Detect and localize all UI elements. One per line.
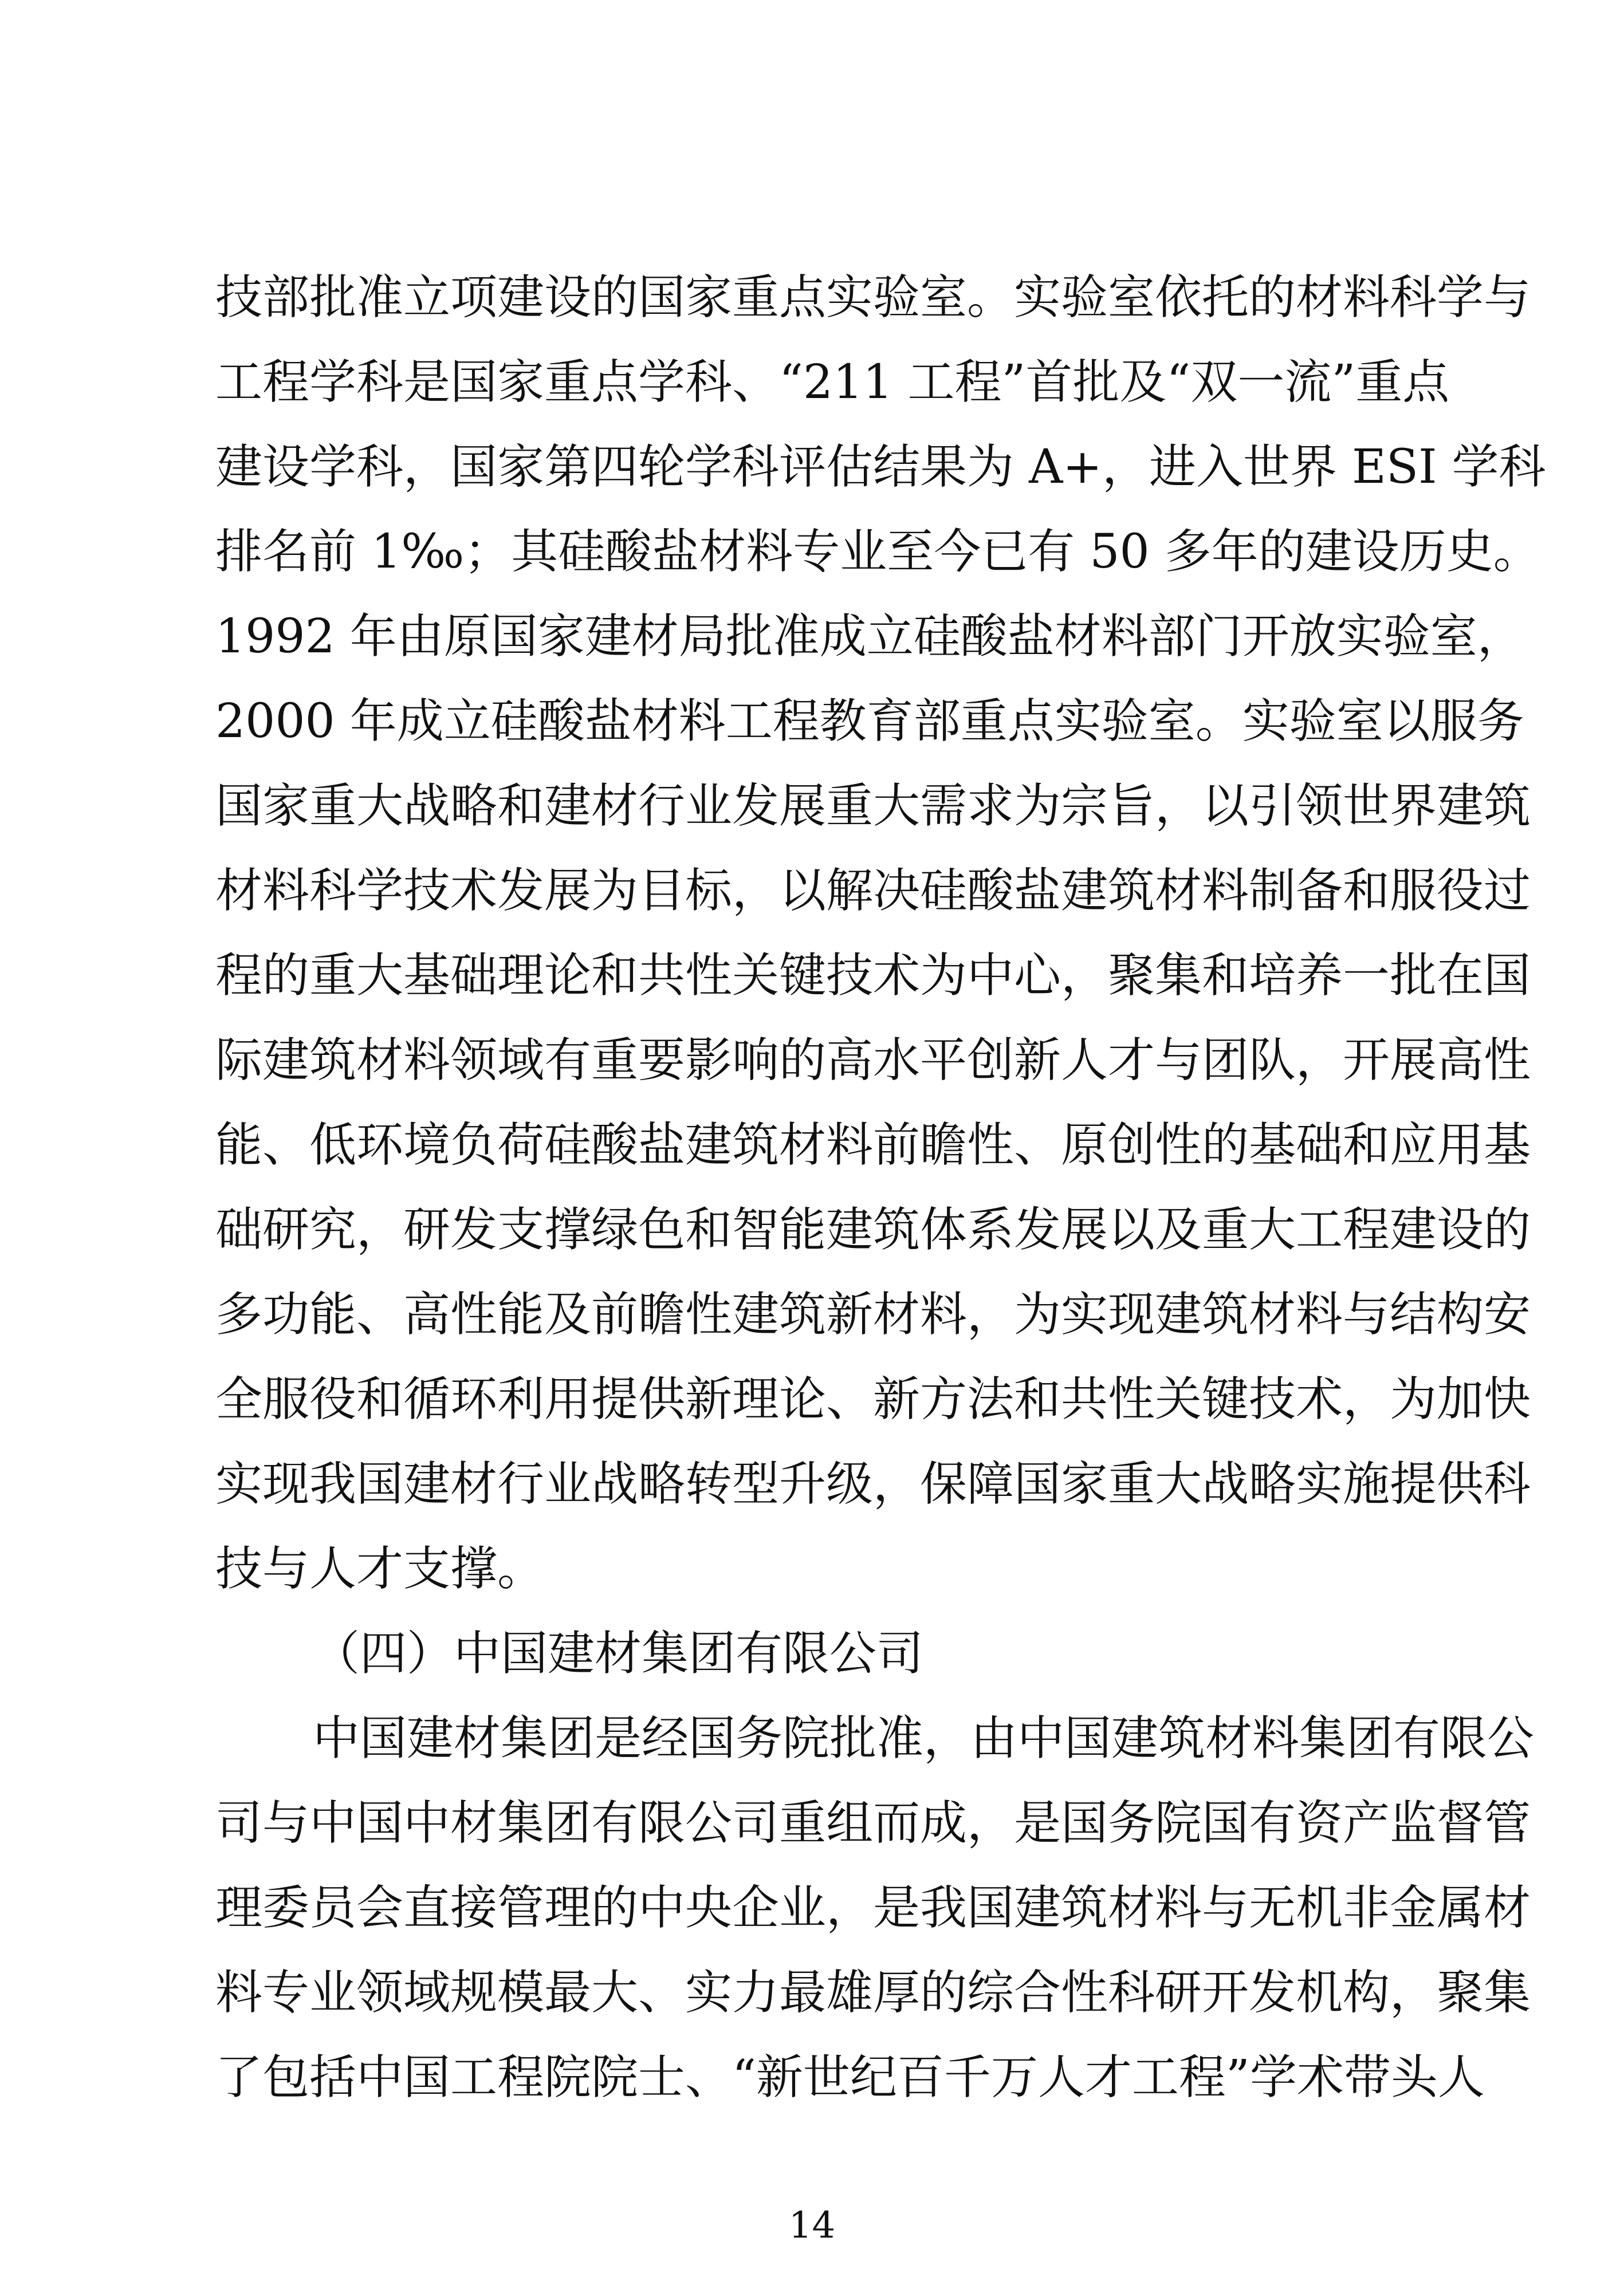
body-line-18: 中国建材集团是经国务院批准，由中国建筑材料集团有限公 [313,1711,1535,1766]
body-line-9: 程的重大基础理论和共性关键技术为中心，聚集和培养一批在国 [215,948,1531,1003]
body-line-10: 际建筑材料领域有重要影响的高水平创新人才与团队，开展高性 [215,1033,1531,1088]
body-line-13: 多功能、高性能及前瞻性建筑新材料，为实现建筑材料与结构安 [215,1287,1531,1342]
body-line-15: 实现我国建材行业战略转型升级，保障国家重大战略实施提供科 [215,1457,1531,1511]
body-line-21: 料专业领域规模最大、实力最雄厚的综合性科研开发机构，聚集 [215,1966,1531,2020]
body-line-12: 础研究，研发支撑绿色和智能建筑体系发展以及重大工程建设的 [215,1203,1531,1257]
body-line-8: 材料科学技术发展为目标，以解决硅酸盐建筑材料制备和服役过 [215,864,1531,918]
body-line-6: 2000 年成立硅酸盐材料工程教育部重点实验室。实验室以服务 [215,694,1524,749]
body-line-19: 司与中国中材集团有限公司重组而成，是国务院国有资产监督管 [215,1796,1531,1850]
page-number: 14 [788,2204,836,2247]
section-heading: （四）中国建材集团有限公司 [313,1627,924,1681]
body-line-16: 技与人才支撑。 [215,1542,545,1596]
body-line-2: 工程学科是国家重点学科、“211 工程”首批及“双一流”重点 [215,355,1450,409]
body-line-14: 全服役和循环利用提供新理论、新方法和共性关键技术，为加快 [215,1372,1531,1427]
body-line-20: 理委员会直接管理的中央企业，是我国建筑材料与无机非金属材 [215,1881,1531,1935]
body-line-22: 了包括中国工程院院士、“新世纪百千万人才工程”学术带头人 [215,2050,1485,2105]
body-line-1: 技部批准立项建设的国家重点实验室。实验室依托的材料科学与 [215,270,1531,325]
body-line-11: 能、低环境负荷硅酸盐建筑材料前瞻性、原创性的基础和应用基 [215,1118,1531,1172]
body-line-7: 国家重大战略和建材行业发展重大需求为宗旨，以引领世界建筑 [215,779,1531,833]
body-line-3: 建设学科，国家第四轮学科评估结果为 A+，进入世界 ESI 学科 [215,440,1546,494]
body-line-5: 1992 年由原国家建材局批准成立硅酸盐材料部门开放实验室， [215,609,1524,664]
body-line-4: 排名前 1‰；其硅酸盐材料专业至今已有 50 多年的建设历史。 [215,525,1540,579]
